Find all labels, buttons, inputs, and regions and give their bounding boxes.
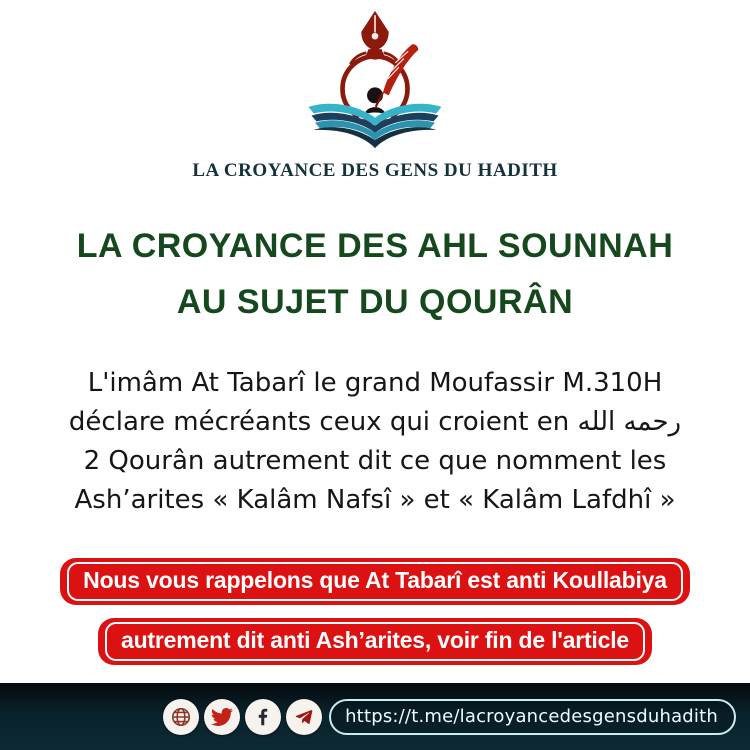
- brand-logo: [0, 0, 750, 182]
- alert-bar-1: [60, 558, 690, 605]
- footer-bar: [0, 683, 750, 750]
- page-title: [0, 218, 750, 330]
- telegram-icon[interactable]: [286, 699, 322, 735]
- alert-bar-2-text: autrement dit anti Ash’arites, voir fin de l'article: [105, 622, 645, 661]
- body-line: L'imâm At Tabarî le grand Moufassir M.310H: [87, 368, 663, 398]
- body-line: 2 Qourân autrement dit ce que nomment les: [83, 446, 667, 476]
- social-icons-row: [163, 699, 736, 735]
- telegram-url-link[interactable]: https://t.me/lacroyancedesgensduhadith: [329, 699, 736, 735]
- twitter-icon[interactable]: [204, 699, 240, 735]
- title-line-2: AU SUJET DU QOURÂN: [176, 283, 574, 321]
- pen-book-reader-logo-icon: [290, 8, 460, 156]
- facebook-icon[interactable]: [245, 699, 281, 735]
- globe-icon[interactable]: [163, 699, 199, 735]
- brand-name: LA CROYANCE DES GENS DU HADITH: [192, 160, 558, 181]
- title-line-1: LA CROYANCE DES AHL SOUNNAH: [76, 227, 674, 265]
- alert-bars: [0, 558, 750, 678]
- body-paragraph: [0, 364, 750, 520]
- body-line: Ash’arites « Kalâm Nafsî » et « Kalâm Lafdhî »: [74, 485, 676, 515]
- alert-bar-1-text: Nous vous rappelons que At Tabarî est anti Koullabiya: [67, 562, 683, 601]
- alert-bar-2: [98, 618, 652, 665]
- body-line: déclare mécréants ceux qui croient en رحمه الله: [68, 407, 682, 437]
